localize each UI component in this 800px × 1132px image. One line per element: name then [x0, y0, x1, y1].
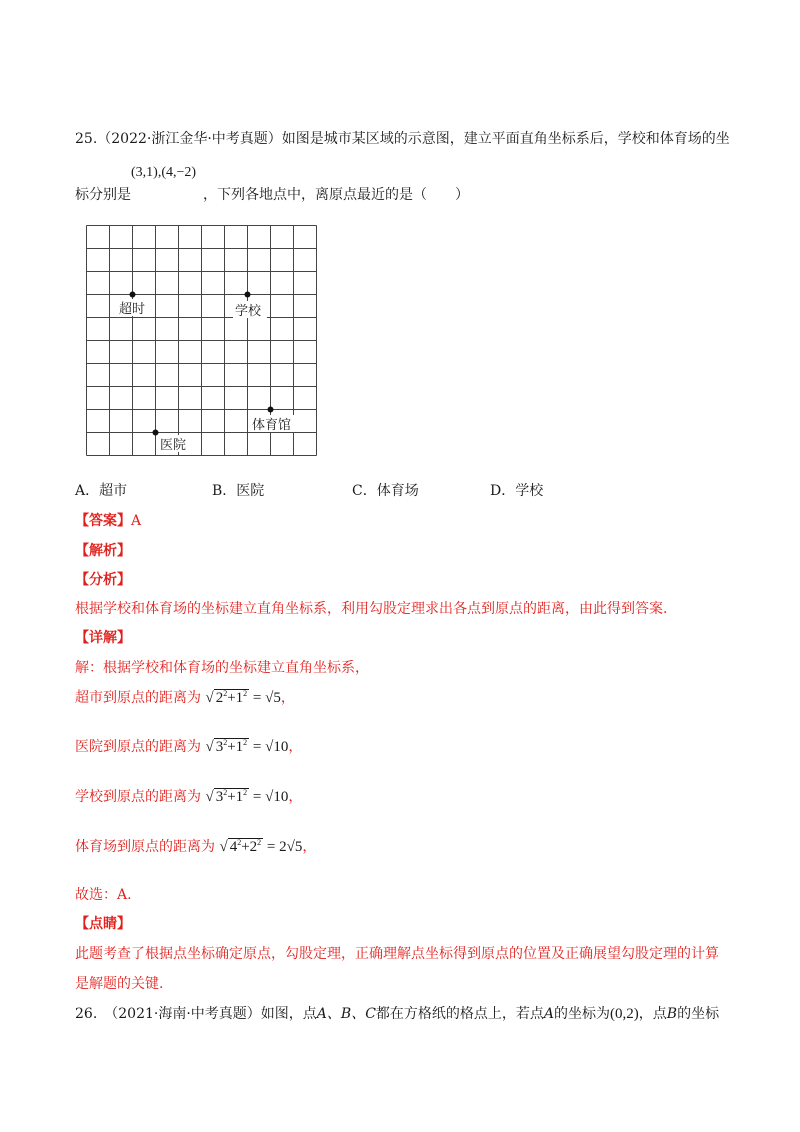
- option-d-text: 学校: [515, 483, 544, 499]
- option-d[interactable]: [490, 480, 543, 500]
- q25-coords: (3,1),(4,−2): [131, 165, 197, 180]
- row-end: ，: [288, 739, 303, 755]
- distance-row-hospital: [75, 736, 302, 756]
- distance-row-text: 医院到原点的距离为: [75, 739, 201, 755]
- term-b: 1: [235, 789, 244, 805]
- comment-tag: 【点睛】: [75, 916, 131, 932]
- q26-point-a: A: [543, 1006, 555, 1022]
- distance-row-school: [75, 786, 302, 806]
- option-c-letter: C．: [352, 483, 377, 499]
- q26-suffix: 的坐标: [677, 1006, 720, 1022]
- row-end: ，: [280, 690, 295, 706]
- q26-mid2: 的坐标为: [554, 1006, 611, 1022]
- distance-formula: √ $2^2+1^2 = √5$: [205, 689, 281, 706]
- option-a-text: 超市: [99, 483, 128, 499]
- choice-line: 故选：A.: [75, 887, 132, 903]
- supermarket-point: [130, 292, 136, 298]
- term-b: 2: [249, 839, 258, 855]
- option-a[interactable]: [75, 480, 127, 500]
- q25-line1: 25.（2022·浙江金华·中考真题）如图是城市某区域的示意图，建立平面直角坐标系后，学校和体育场的坐: [75, 131, 730, 147]
- result: √10: [265, 789, 289, 805]
- term-a: 3: [215, 739, 224, 755]
- option-c-text: 体育场: [376, 483, 419, 499]
- distance-row-stadium: [75, 836, 316, 856]
- q25-line2: [75, 184, 469, 204]
- distance-formula: √ $3^2+1^2 = √10$: [205, 738, 289, 755]
- option-c[interactable]: [352, 480, 419, 500]
- detail-intro: 解：根据学校和体育场的坐标建立直角坐标系，: [75, 660, 369, 676]
- distance-row-text: 超市到原点的距离为: [75, 690, 201, 706]
- q25-line2-suffix: ，下列各地点中，离原点最近的是（ ）: [203, 187, 469, 203]
- comment-line2: 是解题的关键.: [75, 976, 164, 992]
- term-a: 2: [215, 690, 224, 706]
- row-end: ，: [288, 789, 303, 805]
- distance-formula: √ $4^2+2^2 = 2√5$: [219, 838, 303, 855]
- hospital-point: [153, 430, 159, 436]
- distance-row-supermarket: [75, 687, 295, 707]
- q26-line: [75, 1003, 719, 1023]
- q26-mid: 都在方格纸的格点上，若点: [375, 1006, 544, 1022]
- stadium-point: [268, 407, 274, 413]
- stadium-label: 体育馆: [252, 418, 292, 433]
- q26-coord: (0,2): [610, 1006, 639, 1022]
- answer-tag: 【答案】: [75, 513, 131, 529]
- fenxi-text: 根据学校和体育场的坐标建立直角坐标系，利用勾股定理求出各点到原点的距离，由此得到答案.: [75, 601, 668, 617]
- q26-prefix: 26. （2021·海南·中考真题）如图，点: [75, 1006, 317, 1022]
- distance-row-text: 体育场到原点的距离为: [75, 839, 215, 855]
- distance-row-text: 学校到原点的距离为: [75, 789, 201, 805]
- distance-formula: √ $3^2+1^2 = √10$: [205, 788, 289, 805]
- option-b[interactable]: [212, 480, 264, 500]
- fenxi-tag: 【分析】: [75, 572, 131, 588]
- option-d-letter: D．: [490, 483, 516, 499]
- row-end: ，: [302, 839, 317, 855]
- q26-point-b: B: [666, 1006, 678, 1022]
- option-b-text: 医院: [236, 483, 265, 499]
- school-point: [245, 292, 251, 298]
- school-label: 学校: [235, 304, 262, 319]
- q26-points: A、B、C: [316, 1006, 376, 1022]
- term-b: 1: [235, 739, 244, 755]
- result: 2√5: [279, 839, 303, 855]
- supermarket-label: 超时: [119, 302, 146, 317]
- option-b-letter: B．: [212, 483, 237, 499]
- q26-mid3: ，点: [638, 1006, 667, 1022]
- option-a-letter: A．: [75, 483, 100, 499]
- term-a: 4: [229, 839, 238, 855]
- analysis-tag: 【解析】: [75, 543, 131, 559]
- q25-line2-prefix: 标分别是: [75, 187, 131, 203]
- result: √5: [265, 690, 281, 706]
- result: √10: [265, 739, 289, 755]
- term-b: 1: [235, 690, 244, 706]
- term-a: 3: [215, 789, 224, 805]
- detail-tag: 【详解】: [75, 630, 131, 646]
- city-grid: [86, 225, 320, 457]
- hospital-label: 医院: [160, 438, 187, 453]
- comment-line1: 此题考查了根据点坐标确定原点，勾股定理，正确理解点坐标得到原点的位置及正确展望勾股定理的计算: [75, 946, 719, 962]
- answer-line: [75, 510, 141, 530]
- city-map: [86, 225, 320, 461]
- answer-value: A: [131, 513, 142, 529]
